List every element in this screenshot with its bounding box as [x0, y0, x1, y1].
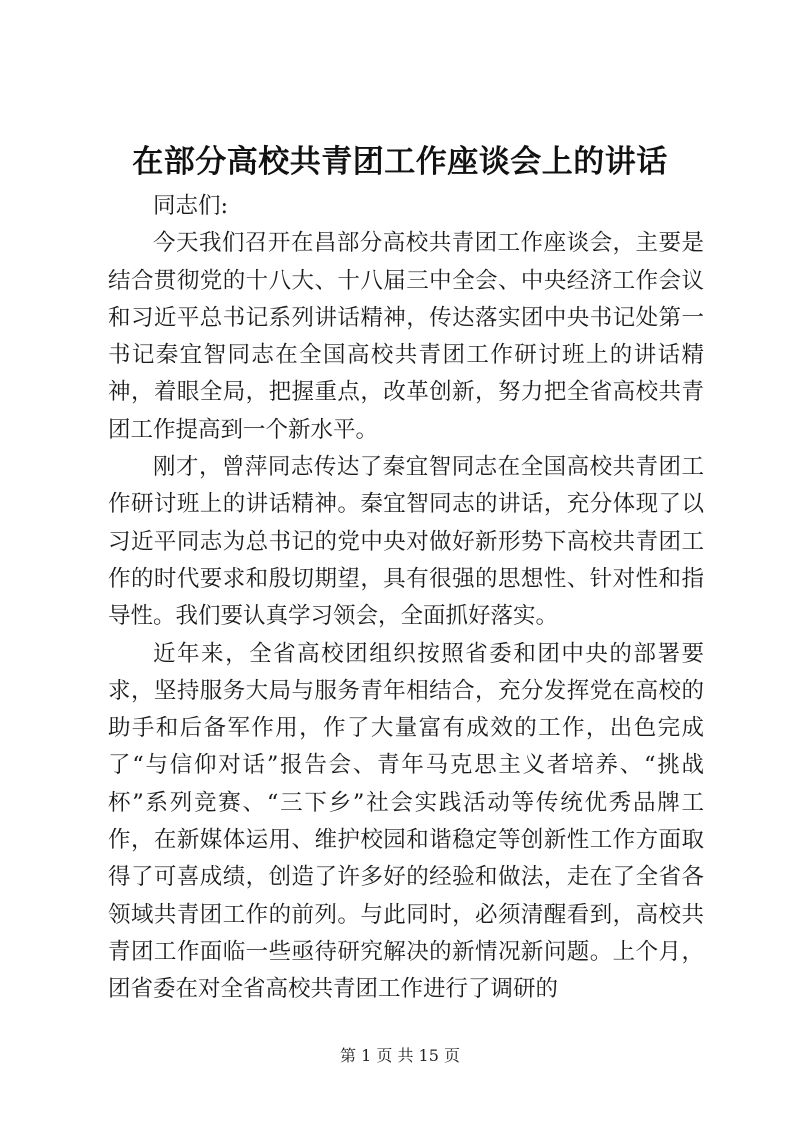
document-title: 在部分高校共青团工作座谈会上的讲话 [132, 144, 668, 180]
paragraph-1: 今天我们召开在昌部分高校共青团工作座谈会，主要是结合贯彻党的十八大、十八届三中全会、中央经济工作会议和习近平总书记系列讲话精神，传达落实团中央书记处第一书记秦宜智同志在全国高校共青团工作研讨班上的讲话精神，着眼全局，把握重点，改革创新，努力把全省高校共青团工作提高到一个新水平。 [108, 230, 704, 443]
paragraph-2: 刚才，曾萍同志传达了秦宜智同志在全国高校共青团工作研讨班上的讲话精神。秦宜智同志的讲话，充分体现了以习近平同志为总书记的党中央对做好新形势下高校共青团工作的时代要求和殷切期望，具有很强的思想性、针对性和指导性。我们要认真学习领会，全面抓好落实。 [108, 454, 704, 630]
salutation: 同志们: [153, 193, 229, 219]
paragraph-3: 近年来，全省高校团组织按照省委和团中央的部署要求，坚持服务大局与服务青年相结合，充分发挥党在高校的助手和后备军作用，作了大量富有成效的工作，出色完成了“与信仰对话”报告会、青年马克思主义者培养、“挑战杯”系列竞赛、“三下乡”社会实践活动等传统优秀品牌工作，在新媒体运用、维护校园和谐稳定等创新性工作方面取得了可喜成绩，创造了许多好的经验和做法，走在了全省各领域共青团工作的前列。与此同时，必须清醒看到，高校共青团工作面临一些亟待研究解决的新情况新问题。上个月，团省委在对全省高校共青团工作进行了调研的 [108, 640, 704, 1003]
document-body [108, 188, 704, 1009]
page-number-footer: 第 1 页 共 15 页 [340, 1046, 460, 1065]
